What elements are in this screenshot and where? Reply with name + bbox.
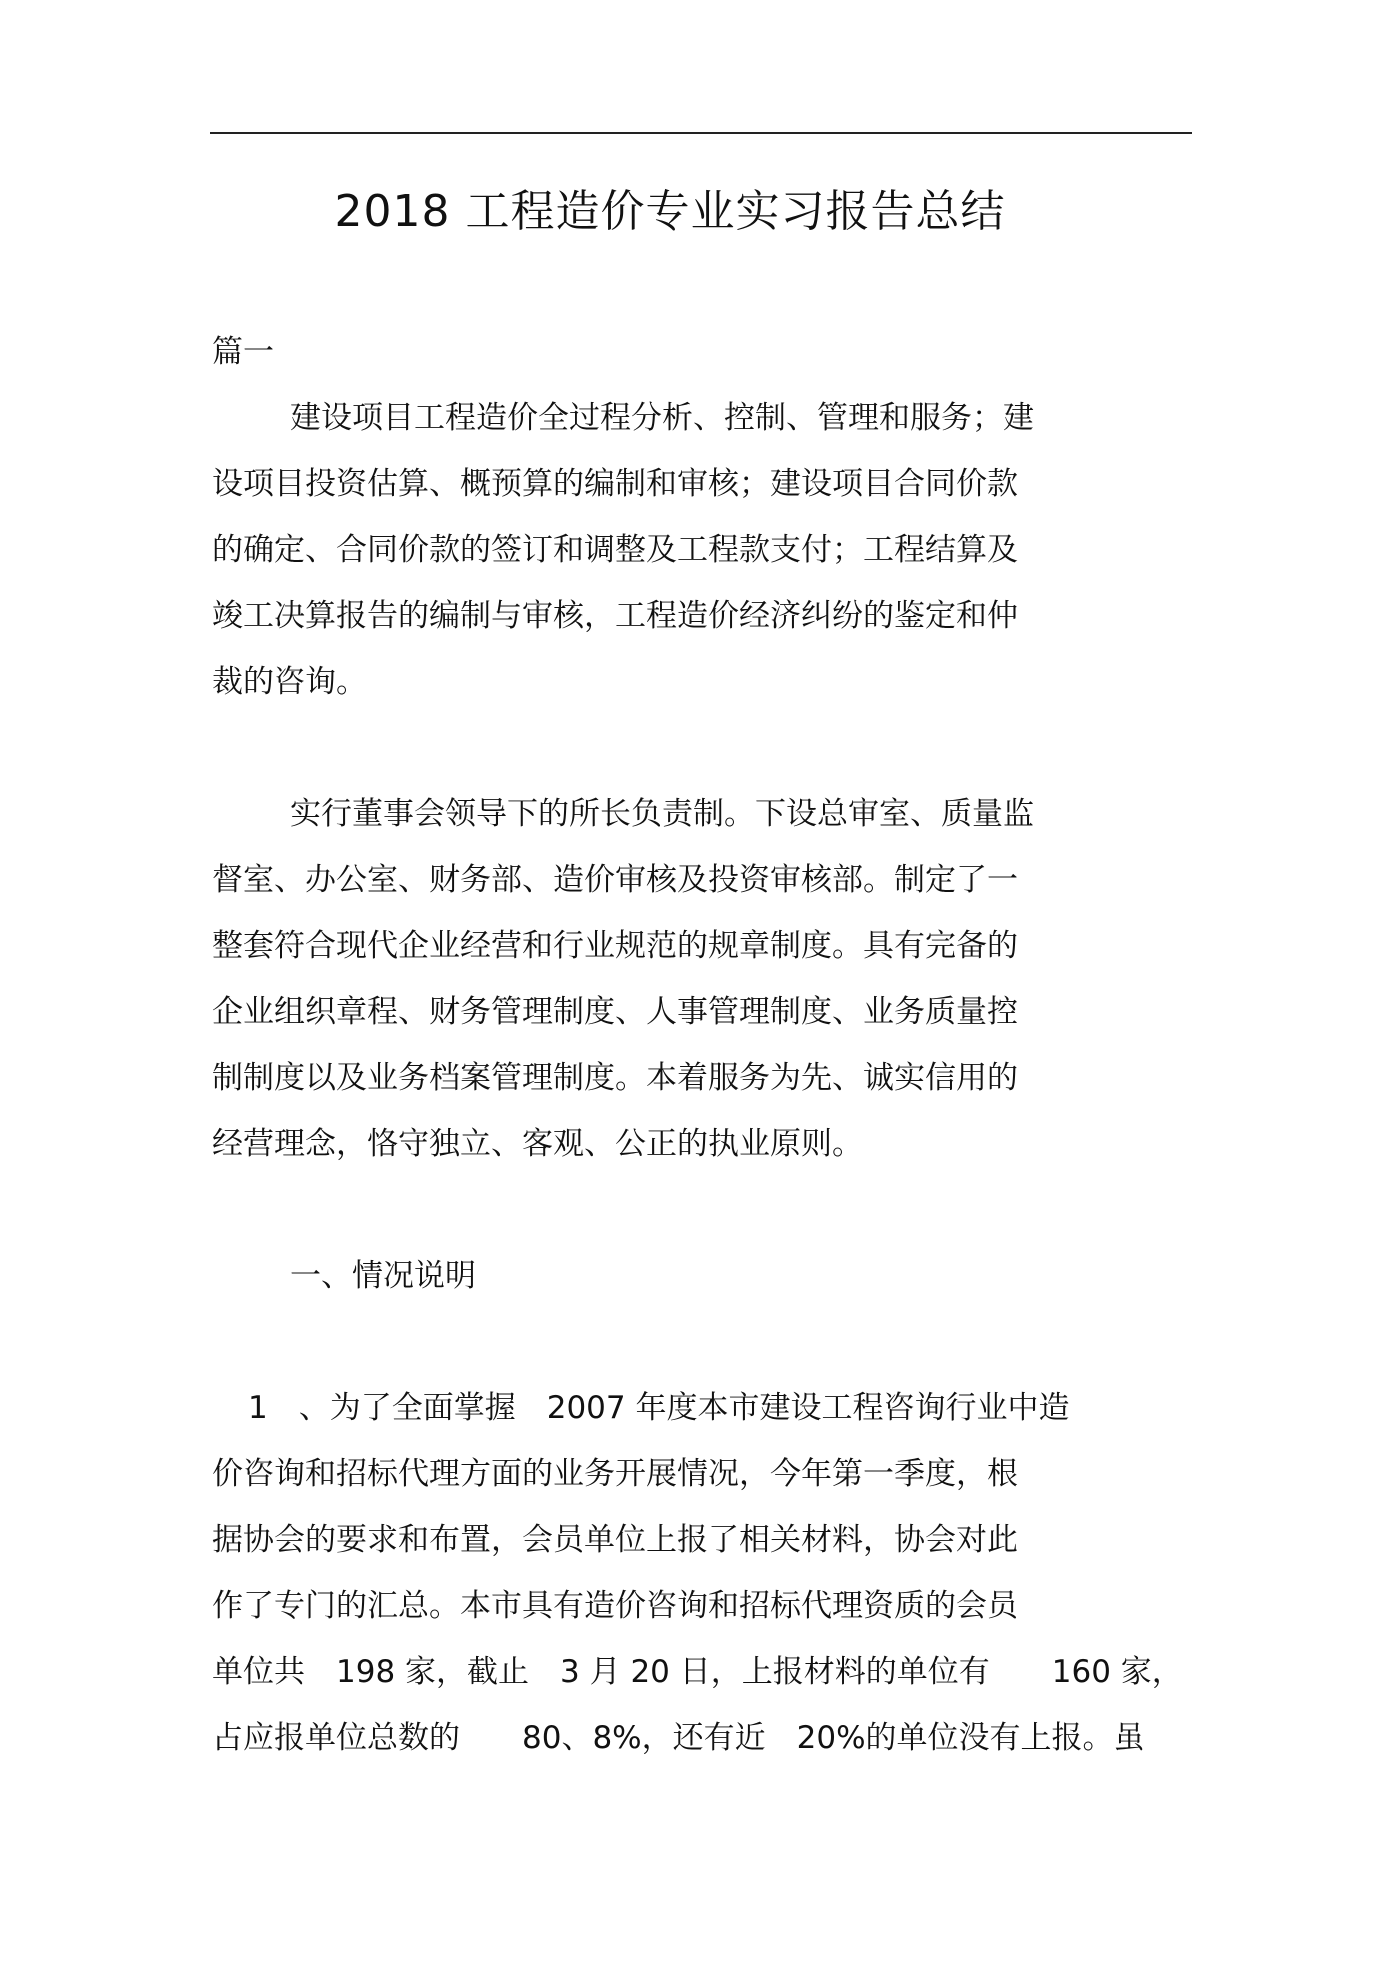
paragraph-3-line-5: 单位共 198 家，截止 3 月 20 日，上报材料的单位有 160 家，: [212, 1654, 1183, 1690]
paragraph-3-line-2: 价咨询和招标代理方面的业务开展情况，今年第一季度，根: [212, 1456, 1018, 1492]
paragraph-1-line-2: 设项目投资估算、概预算的编制和审核；建设项目合同价款: [212, 466, 1018, 502]
document-title: 2018 工程造价专业实习报告总结: [334, 186, 1006, 237]
paragraph-3-line-1: 1 、为了全面掌握 2007 年度本市建设工程咨询行业中造: [248, 1390, 1070, 1426]
paragraph-2-line-5: 制制度以及业务档案管理制度。本着服务为先、诚实信用的: [212, 1060, 1018, 1096]
paragraph-1-line-3: 的确定、合同价款的签订和调整及工程款支付；工程结算及: [212, 532, 1018, 568]
paragraph-2-line-3: 整套符合现代企业经营和行业规范的规章制度。具有完备的: [212, 928, 1018, 964]
paragraph-1-line-1: 建设项目工程造价全过程分析、控制、管理和服务；建: [290, 400, 1034, 436]
paragraph-2-line-6: 经营理念，恪守独立、客观、公正的执业原则。: [212, 1126, 863, 1162]
paragraph-2-line-2: 督室、办公室、财务部、造价审核及投资审核部。制定了一: [212, 862, 1018, 898]
paragraph-3-line-3: 据协会的要求和布置，会员单位上报了相关材料，协会对此: [212, 1522, 1018, 1558]
paragraph-1-line-5: 裁的咨询。: [212, 664, 367, 700]
subheading: 一、情况说明: [290, 1258, 476, 1294]
section-label: 篇一: [212, 334, 274, 370]
paragraph-2-line-1: 实行董事会领导下的所长负责制。下设总审室、质量监: [290, 796, 1034, 832]
paragraph-3-line-6: 占应报单位总数的 80、8%，还有近 20%的单位没有上报。虽: [212, 1720, 1145, 1756]
paragraph-3-line-4: 作了专门的汇总。本市具有造价咨询和招标代理资质的会员: [212, 1588, 1018, 1624]
paragraph-2-line-4: 企业组织章程、财务管理制度、人事管理制度、业务质量控: [212, 994, 1018, 1030]
paragraph-1-line-4: 竣工决算报告的编制与审核，工程造价经济纠纷的鉴定和仲: [212, 598, 1018, 634]
header-rule: [210, 132, 1192, 134]
